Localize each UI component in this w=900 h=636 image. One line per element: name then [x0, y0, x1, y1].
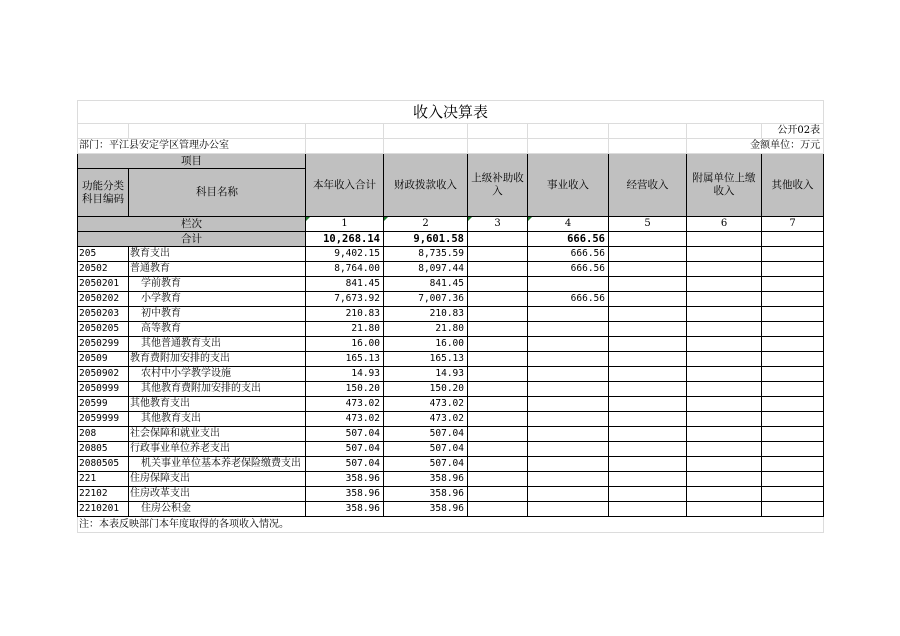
column-number: 1 [306, 217, 384, 232]
row-subsidy [468, 367, 528, 382]
row-subsidy [468, 382, 528, 397]
row-other [762, 247, 824, 262]
row-name: 行政事业单位养老支出 [129, 442, 306, 457]
row-operating [609, 322, 687, 337]
row-affiliated [687, 352, 762, 367]
row-business [528, 322, 609, 337]
table-row [78, 442, 824, 457]
table-row [78, 502, 824, 517]
row-other [762, 337, 824, 352]
row-subsidy [468, 262, 528, 277]
row-subsidy [468, 427, 528, 442]
table-row [78, 427, 824, 442]
total-value [687, 232, 762, 247]
row-subsidy [468, 277, 528, 292]
table-row [78, 322, 824, 337]
row-fiscal: 507.04 [384, 442, 468, 457]
row-other [762, 262, 824, 277]
row-other [762, 322, 824, 337]
row-business: 666.56 [528, 292, 609, 307]
row-name: 机关事业单位基本养老保险缴费支出 [129, 457, 306, 472]
row-fiscal: 507.04 [384, 427, 468, 442]
row-code: 2050205 [78, 322, 129, 337]
row-business [528, 427, 609, 442]
row-name: 住房公积金 [129, 502, 306, 517]
row-fiscal: 210.83 [384, 307, 468, 322]
row-affiliated [687, 367, 762, 382]
header-subsidy: 上级补助收入 [468, 154, 528, 217]
row-operating [609, 502, 687, 517]
row-code: 2050202 [78, 292, 129, 307]
total-value [609, 232, 687, 247]
row-total: 473.02 [306, 397, 384, 412]
row-other [762, 412, 824, 427]
row-fiscal: 358.96 [384, 502, 468, 517]
row-name: 农村中小学教学设施 [129, 367, 306, 382]
table-row [78, 247, 824, 262]
row-fiscal: 8,735.59 [384, 247, 468, 262]
row-fiscal: 21.80 [384, 322, 468, 337]
row-other [762, 442, 824, 457]
row-business [528, 457, 609, 472]
row-code: 20509 [78, 352, 129, 367]
column-number: 4 [528, 217, 609, 232]
row-code: 22102 [78, 487, 129, 502]
row-subsidy [468, 397, 528, 412]
row-business [528, 367, 609, 382]
table-row [78, 307, 824, 322]
total-value: 9,601.58 [384, 232, 468, 247]
row-affiliated [687, 442, 762, 457]
row-subsidy [468, 457, 528, 472]
row-code: 2050203 [78, 307, 129, 322]
header-operating: 经营收入 [609, 154, 687, 217]
row-operating [609, 487, 687, 502]
row-total: 8,764.00 [306, 262, 384, 277]
row-other [762, 352, 824, 367]
row-other [762, 367, 824, 382]
row-subsidy [468, 502, 528, 517]
row-operating [609, 307, 687, 322]
row-code: 2050201 [78, 277, 129, 292]
row-total: 507.04 [306, 427, 384, 442]
row-name: 普通教育 [129, 262, 306, 277]
row-fiscal: 358.96 [384, 487, 468, 502]
row-code: 2050902 [78, 367, 129, 382]
row-business [528, 502, 609, 517]
row-name: 高等教育 [129, 322, 306, 337]
row-subsidy [468, 322, 528, 337]
row-business [528, 397, 609, 412]
row-subsidy [468, 247, 528, 262]
row-name: 其他普通教育支出 [129, 337, 306, 352]
row-business [528, 442, 609, 457]
column-number-label: 栏次 [78, 217, 306, 232]
row-total: 165.13 [306, 352, 384, 367]
row-subsidy [468, 292, 528, 307]
row-code: 2050299 [78, 337, 129, 352]
row-affiliated [687, 487, 762, 502]
row-name: 其他教育支出 [129, 412, 306, 427]
row-operating [609, 457, 687, 472]
row-affiliated [687, 457, 762, 472]
row-operating [609, 397, 687, 412]
row-total: 358.96 [306, 472, 384, 487]
row-affiliated [687, 397, 762, 412]
row-other [762, 382, 824, 397]
row-subsidy [468, 412, 528, 427]
row-subsidy [468, 487, 528, 502]
row-fiscal: 7,007.36 [384, 292, 468, 307]
row-operating [609, 337, 687, 352]
page-title: 收入决算表 [78, 101, 824, 124]
row-affiliated [687, 502, 762, 517]
row-operating [609, 292, 687, 307]
header-fiscal: 财政拨款收入 [384, 154, 468, 217]
row-affiliated [687, 427, 762, 442]
row-affiliated [687, 337, 762, 352]
column-number: 6 [687, 217, 762, 232]
row-affiliated [687, 382, 762, 397]
row-fiscal: 165.13 [384, 352, 468, 367]
row-affiliated [687, 307, 762, 322]
row-total: 21.80 [306, 322, 384, 337]
row-name: 教育费附加安排的支出 [129, 352, 306, 367]
column-number: 7 [762, 217, 824, 232]
footnote: 注：本表反映部门本年度取得的各项收入情况。 [78, 517, 824, 533]
table-row [78, 277, 824, 292]
row-other [762, 502, 824, 517]
header-affiliated: 附属单位上缴收入 [687, 154, 762, 217]
row-affiliated [687, 292, 762, 307]
row-code: 20805 [78, 442, 129, 457]
row-fiscal: 841.45 [384, 277, 468, 292]
row-code: 2059999 [78, 412, 129, 427]
table-row [78, 262, 824, 277]
income-statement-sheet [77, 100, 823, 533]
row-business: 666.56 [528, 262, 609, 277]
row-affiliated [687, 247, 762, 262]
header-other: 其他收入 [762, 154, 824, 217]
row-business [528, 472, 609, 487]
row-business [528, 487, 609, 502]
row-operating [609, 472, 687, 487]
table-row [78, 367, 824, 382]
row-total: 473.02 [306, 412, 384, 427]
header-business: 事业收入 [528, 154, 609, 217]
row-total: 150.20 [306, 382, 384, 397]
row-total: 507.04 [306, 457, 384, 472]
column-number: 3 [468, 217, 528, 232]
row-subsidy [468, 337, 528, 352]
row-subsidy [468, 472, 528, 487]
header-name: 科目名称 [129, 169, 306, 217]
row-affiliated [687, 277, 762, 292]
row-subsidy [468, 442, 528, 457]
unit-label: 金额单位：万元 [687, 139, 824, 154]
row-business [528, 352, 609, 367]
row-fiscal: 150.20 [384, 382, 468, 397]
row-other [762, 457, 824, 472]
row-code: 20599 [78, 397, 129, 412]
row-operating [609, 247, 687, 262]
row-total: 358.96 [306, 502, 384, 517]
total-value: 10,268.14 [306, 232, 384, 247]
row-affiliated [687, 322, 762, 337]
department-label: 部门：平江县安定学区管理办公室 [78, 139, 306, 154]
row-operating [609, 367, 687, 382]
row-business: 666.56 [528, 247, 609, 262]
row-operating [609, 412, 687, 427]
row-other [762, 307, 824, 322]
row-operating [609, 277, 687, 292]
row-other [762, 427, 824, 442]
row-business [528, 412, 609, 427]
table-row [78, 412, 824, 427]
row-fiscal: 16.00 [384, 337, 468, 352]
row-total: 9,402.15 [306, 247, 384, 262]
row-code: 20502 [78, 262, 129, 277]
row-other [762, 487, 824, 502]
row-name: 学前教育 [129, 277, 306, 292]
row-name: 初中教育 [129, 307, 306, 322]
row-fiscal: 14.93 [384, 367, 468, 382]
row-business [528, 337, 609, 352]
total-value [468, 232, 528, 247]
row-total: 7,673.92 [306, 292, 384, 307]
total-label: 合计 [78, 232, 306, 247]
row-subsidy [468, 307, 528, 322]
table-row [78, 382, 824, 397]
row-subsidy [468, 352, 528, 367]
row-operating [609, 262, 687, 277]
row-code: 2210201 [78, 502, 129, 517]
row-operating [609, 352, 687, 367]
row-total: 507.04 [306, 442, 384, 457]
column-number: 2 [384, 217, 468, 232]
header-code: 功能分类科目编码 [78, 169, 129, 217]
total-value: 666.56 [528, 232, 609, 247]
form-number: 公开02表 [762, 124, 824, 139]
row-fiscal: 507.04 [384, 457, 468, 472]
table-row [78, 487, 824, 502]
row-other [762, 277, 824, 292]
header-item: 项目 [78, 154, 306, 169]
row-fiscal: 473.02 [384, 412, 468, 427]
row-operating [609, 442, 687, 457]
row-affiliated [687, 262, 762, 277]
income-table [77, 100, 824, 533]
header-total: 本年收入合计 [306, 154, 384, 217]
row-other [762, 472, 824, 487]
row-name: 其他教育费附加安排的支出 [129, 382, 306, 397]
row-total: 841.45 [306, 277, 384, 292]
row-code: 208 [78, 427, 129, 442]
row-name: 住房保障支出 [129, 472, 306, 487]
table-row [78, 352, 824, 367]
row-total: 16.00 [306, 337, 384, 352]
row-name: 其他教育支出 [129, 397, 306, 412]
row-code: 221 [78, 472, 129, 487]
row-code: 2080505 [78, 457, 129, 472]
row-name: 住房改革支出 [129, 487, 306, 502]
row-code: 2050999 [78, 382, 129, 397]
row-operating [609, 382, 687, 397]
row-business [528, 277, 609, 292]
row-business [528, 382, 609, 397]
row-other [762, 397, 824, 412]
row-operating [609, 427, 687, 442]
row-total: 210.83 [306, 307, 384, 322]
row-business [528, 307, 609, 322]
table-row [78, 472, 824, 487]
row-other [762, 292, 824, 307]
total-value [762, 232, 824, 247]
row-name: 社会保障和就业支出 [129, 427, 306, 442]
table-row [78, 397, 824, 412]
row-total: 14.93 [306, 367, 384, 382]
row-fiscal: 473.02 [384, 397, 468, 412]
table-row [78, 457, 824, 472]
row-fiscal: 358.96 [384, 472, 468, 487]
row-affiliated [687, 472, 762, 487]
row-code: 205 [78, 247, 129, 262]
table-row [78, 292, 824, 307]
row-fiscal: 8,097.44 [384, 262, 468, 277]
column-number: 5 [609, 217, 687, 232]
row-name: 教育支出 [129, 247, 306, 262]
row-total: 358.96 [306, 487, 384, 502]
table-row [78, 337, 824, 352]
row-name: 小学教育 [129, 292, 306, 307]
row-affiliated [687, 412, 762, 427]
